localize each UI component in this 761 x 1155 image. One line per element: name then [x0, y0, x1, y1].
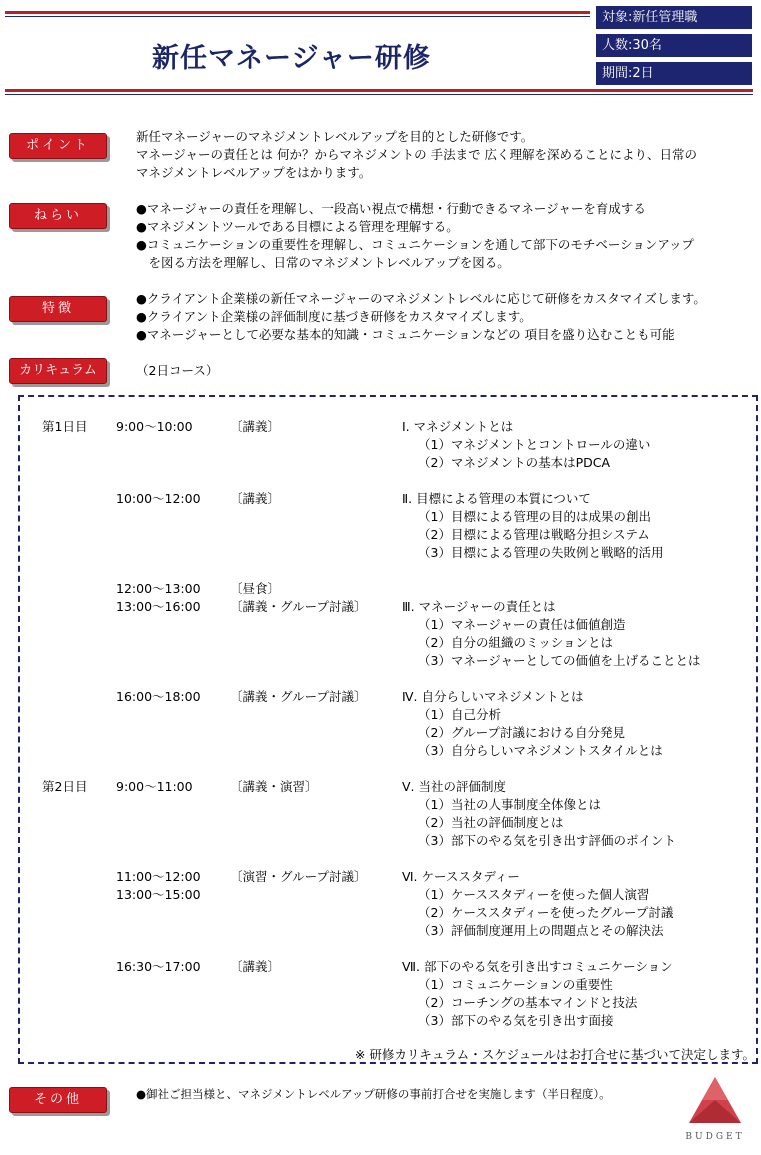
schedule-topic-title: Ⅴ. 当社の評価制度	[402, 779, 506, 794]
schedule-topic-item: （2）マネジメントの基本はPDCA	[418, 455, 611, 470]
schedule-time: 12:00〜13:00	[116, 581, 201, 596]
schedule-topic-title: Ⅰ. マネジメントとは	[402, 419, 514, 434]
schedule-topic-item: （3）自分らしいマネジメントスタイルとは	[418, 743, 663, 758]
schedule-topic-item: （2）自分の組織のミッションとは	[418, 635, 613, 650]
schedule-type: 〔講義・グループ討議〕	[230, 599, 367, 614]
schedule-topic-title: Ⅶ. 部下のやる気を引き出すコミュニケーション	[402, 959, 673, 974]
label-point: ポイント	[9, 133, 107, 159]
schedule-time: 9:00〜10:00	[116, 419, 193, 434]
schedule-type: 〔昼食〕	[230, 581, 281, 596]
schedule-type: 〔演習・グループ討議〕	[230, 869, 367, 884]
logo-text: BUDGET	[685, 1132, 745, 1142]
aim-text	[136, 200, 694, 272]
schedule-note: ※ 研修カリキュラム・スケジュールはお打合せに基づいて決定します。	[354, 1047, 755, 1062]
schedule-topic-item: （2）当社の評価制度とは	[418, 815, 564, 830]
aim-line: ●コミュニケーションの重要性を理解し、コミュニケーションを通して部下のモチベーションアップ	[136, 237, 695, 252]
schedule-topic-item: （1）当社の人事制度全体像とは	[418, 797, 601, 812]
schedule-type: 〔講義・演習〕	[230, 779, 318, 794]
schedule-topic-item: （2）目標による管理は戦略分担システム	[418, 527, 650, 542]
schedule-day: 第1日目	[42, 419, 88, 434]
label-aim: ねらい	[9, 203, 107, 229]
schedule-time: 16:00〜18:00	[116, 689, 201, 704]
schedule-topic-item: （3）マネージャーとしての価値を上げることとは	[418, 653, 701, 668]
point-line: 新任マネージャーのマネジメントレベルアップを目的とした研修です。	[136, 129, 534, 144]
label-curriculum: カリキュラム	[9, 358, 107, 384]
other-text: ●御社ご担当様と、マネジメントレベルアップ研修の事前打合せを実施します（半日程度）。	[136, 1087, 611, 1101]
schedule-type: 〔講義〕	[230, 419, 281, 434]
schedule-topic-title: Ⅵ. ケーススタディー	[402, 869, 520, 884]
schedule-day: 第2日目	[42, 779, 88, 794]
schedule-topic-item: （3）部下のやる気を引き出す評価のポイント	[418, 833, 676, 848]
header-top-rule	[5, 11, 590, 14]
schedule-topic-item: （2）ケーススタディーを使ったグループ討議	[418, 905, 674, 920]
page-title: 新任マネージャー研修	[152, 43, 431, 74]
schedule-time: 13:00〜15:00	[116, 887, 201, 902]
schedule-type: 〔講義・グループ討議〕	[230, 689, 367, 704]
aim-line: ●マネジメントツールである目標による管理を理解する。	[136, 219, 459, 234]
budget-logo	[675, 1075, 755, 1145]
schedule-topic-title: Ⅳ. 自分らしいマネジメントとは	[402, 689, 584, 704]
schedule-time: 9:00〜11:00	[116, 779, 193, 794]
aim-line: を図る方法を理解し、日常のマネジメントレベルアップを図る。	[136, 255, 510, 270]
schedule-topic-item: （2）コーチングの基本マインドと技法	[418, 995, 638, 1010]
schedule-topic-title: Ⅲ. マネージャーの責任とは	[402, 599, 556, 614]
schedule-topic-item: （3）部下のやる気を引き出す面接	[418, 1013, 614, 1028]
info-period: 期間:2日	[596, 62, 752, 85]
point-line: マネジメントレベルアップをはかります。	[136, 165, 372, 180]
info-count: 人数:30名	[596, 34, 752, 57]
info-target: 対象:新任管理職	[596, 6, 752, 29]
schedule-topic-item: （1）自己分析	[418, 707, 501, 722]
schedule-topic-title: Ⅱ. 目標による管理の本質について	[402, 491, 591, 506]
schedule-topic-item: （3）目標による管理の失敗例と戦略的活用	[418, 545, 664, 560]
schedule-topic-item: （1）コミュニケーションの重要性	[418, 977, 613, 992]
schedule-topic-item: （2）グループ討議における自分発見	[418, 725, 625, 740]
feature-text	[136, 290, 706, 344]
label-feature: 特徴	[9, 296, 107, 322]
schedule-topic-item: （1）マネジメントとコントロールの違い	[418, 437, 651, 452]
feature-line: ●クライアント企業様の評価制度に基づき研修をカスタマイズします。	[136, 309, 532, 324]
header-bottom-rule-thin	[5, 94, 753, 95]
aim-line: ●マネージャーの責任を理解し、一段高い視点で構想・行動できるマネージャーを育成する	[136, 201, 646, 216]
schedule-topic-item: （3）評価制度運用上の問題点とその解決法	[418, 923, 664, 938]
schedule-topic-item: （1）目標による管理の目的は成果の創出	[418, 509, 651, 524]
schedule-time: 11:00〜12:00	[116, 869, 201, 884]
schedule-topic-item: （1）マネージャーの責任は価値創造	[418, 617, 626, 632]
label-other: その他	[9, 1087, 107, 1113]
feature-line: ●マネージャーとして必要な基本的知識・コミュニケーションなどの 項目を盛り込むことも可能	[136, 327, 675, 342]
curriculum-course: （2日コース）	[136, 363, 219, 378]
schedule-topic-item: （1）ケーススタディーを使った個人演習	[418, 887, 650, 902]
point-line: マネージャーの責任とは 何か？からマネジメントの 手法まで 広く理解を深めることにより、日常の	[136, 147, 698, 162]
schedule-type: 〔講義〕	[230, 491, 281, 506]
header-bottom-rule	[5, 89, 753, 92]
schedule-time: 16:30〜17:00	[116, 959, 201, 974]
schedule-time: 10:00〜12:00	[116, 491, 201, 506]
feature-line: ●クライアント企業様の新任マネージャーのマネジメントレベルに応じて研修をカスタマイズします。	[136, 291, 706, 306]
schedule-type: 〔講義〕	[230, 959, 281, 974]
point-text	[136, 128, 697, 182]
header-top-rule-thin	[5, 16, 590, 17]
schedule-time: 13:00〜16:00	[116, 599, 201, 614]
